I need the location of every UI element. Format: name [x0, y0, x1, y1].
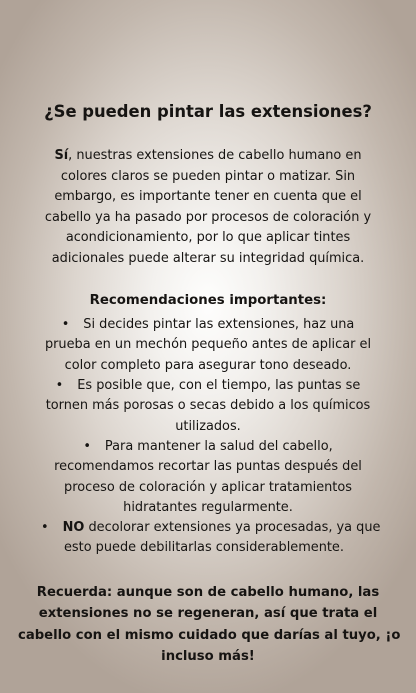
recommendation-line: • Si decides pintar las extensiones, haz una — [61, 317, 355, 332]
bullet-icon: • — [83, 439, 91, 454]
recommendation-line: • Para mantener la salud del cabello, — [83, 439, 333, 454]
recommendation-line: hidratantes regularmente. — [123, 500, 293, 516]
intro-line-5: acondicionamiento, por lo que aplicar tintes — [65, 230, 351, 246]
recommendation-line: prueba en un mechón pequeño antes de aplicar el — [44, 337, 372, 353]
recommendation-line: proceso de coloración y aplicar tratamientos — [64, 479, 352, 495]
page-title: ¿Se pueden pintar las extensiones? — [44, 102, 372, 121]
recommendation-line: recomendamos recortar las puntas después del — [54, 459, 362, 475]
closing-reminder — [18, 582, 401, 668]
recommendation-item — [0, 376, 416, 437]
intro-line-2: colores claros se pueden pintar o matizar. Sin — [60, 168, 356, 184]
recommendation-item — [0, 518, 416, 559]
closing-line-2: extensiones no se regeneran, así que trata el — [38, 606, 378, 622]
recommendation-item — [0, 315, 416, 376]
recommendation-line: esto puede debilitarlas considerablemente. — [64, 540, 344, 556]
recommendation-line: • Es posible que, con el tiempo, las puntas se — [55, 378, 361, 393]
recommendation-line: utilizados. — [175, 418, 241, 434]
intro-line-4: cabello ya ha pasado por procesos de coloración y — [44, 209, 372, 225]
intro-line-3: embargo, es importante tener en cuenta que el — [54, 189, 362, 205]
bullet-icon: • — [61, 317, 70, 332]
emphasis-no: NO — [62, 520, 85, 535]
recommendation-line: tornen más porosas o secas debido a los químicos — [45, 398, 371, 414]
bullet-icon: • — [41, 520, 49, 535]
recommendation-line: color completo para asegurar tono deseado. — [64, 357, 352, 373]
intro-paragraph — [28, 146, 388, 270]
intro-line-1: , nuestras extensiones de cabello humano en — [68, 148, 362, 163]
closing-line-4: incluso más! — [161, 649, 255, 665]
closing-line-3: cabello con el mismo cuidado que darías al tuyo, ¡o — [18, 627, 401, 643]
closing-line-1: Recuerda: aunque son de cabello humano, las — [36, 585, 380, 600]
intro-lead: Sí — [54, 148, 69, 163]
recommendations-heading: Recomendaciones importantes: — [89, 293, 327, 308]
recommendation-line: • NO decolorar extensiones ya procesadas, ya que — [41, 520, 381, 535]
intro-line-6: adicionales puede alterar su integridad química. — [51, 250, 365, 266]
recommendation-item — [0, 437, 416, 519]
bullet-icon: • — [55, 378, 64, 393]
